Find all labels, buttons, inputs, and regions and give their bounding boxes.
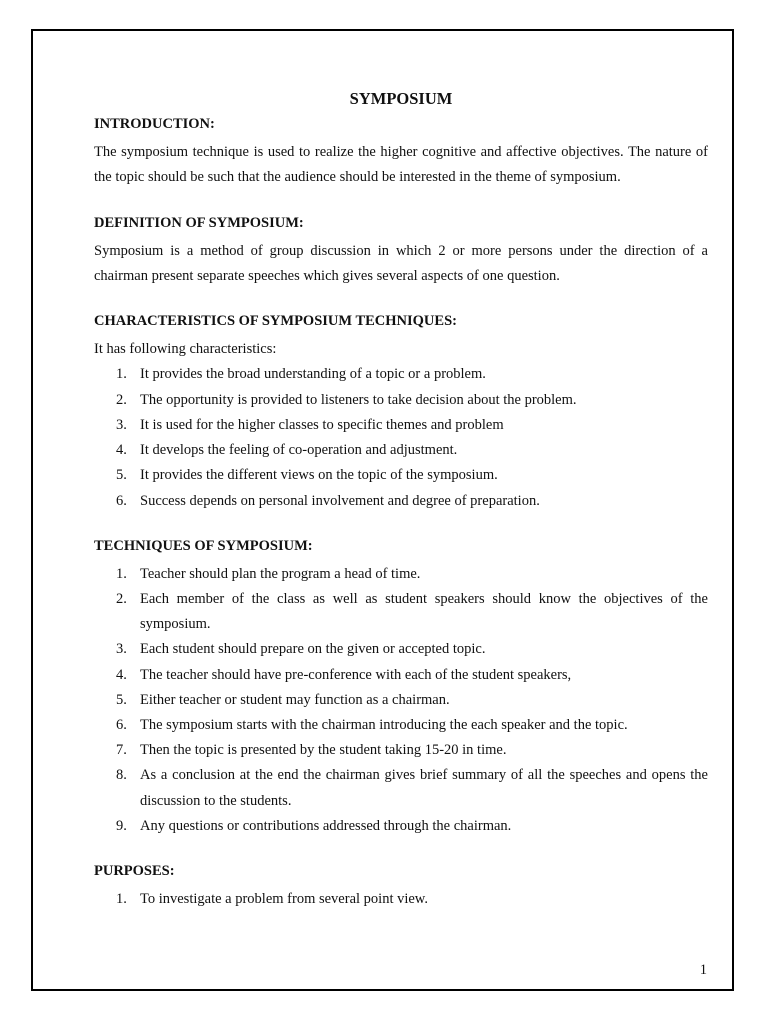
list-item-text: The opportunity is provided to listeners to take decision about the problem. xyxy=(140,391,577,408)
techniques-list xyxy=(94,562,708,839)
definition-heading: DEFINITION OF SYMPOSIUM: xyxy=(94,214,304,231)
list-item-text: It develops the feeling of co-operation and adjustment. xyxy=(140,442,458,459)
list-item xyxy=(94,362,708,387)
list-item-text: Each student should prepare on the given or accepted topic. xyxy=(140,641,486,658)
list-item xyxy=(94,413,708,438)
list-item-number: 4. xyxy=(116,666,127,683)
list-item-number: 3. xyxy=(116,416,127,433)
list-item-text: To investigate a problem from several point view. xyxy=(140,890,428,907)
list-item-text: The teacher should have pre-conference with each of the student speakers, xyxy=(140,666,572,683)
section-spacer xyxy=(94,514,708,537)
list-item-number: 6. xyxy=(116,492,127,509)
section-spacer xyxy=(94,191,708,214)
section-spacer xyxy=(94,839,708,862)
list-item-number: 8. xyxy=(116,767,127,784)
list-item-text: It is used for the higher classes to specific themes and problem xyxy=(140,416,504,433)
list-item xyxy=(94,438,708,463)
list-item-number: 5. xyxy=(116,467,127,484)
list-item-text: The symposium starts with the chairman introducing the each speaker and the topic. xyxy=(140,716,628,733)
list-item-number: 7. xyxy=(116,742,127,759)
characteristics-list xyxy=(94,362,708,513)
list-item-number: 1. xyxy=(116,890,127,907)
list-item xyxy=(94,587,708,637)
list-item xyxy=(94,713,708,738)
list-item xyxy=(94,489,708,514)
list-item-text: Either teacher or student may function as a chairman. xyxy=(140,691,450,708)
list-item-text: Then the topic is presented by the student taking 15-20 in time. xyxy=(140,742,507,759)
list-item-text: It provides the different views on the topic of the symposium. xyxy=(140,467,498,484)
list-item xyxy=(94,388,708,413)
characteristics-heading: CHARACTERISTICS OF SYMPOSIUM TECHNIQUES: xyxy=(94,313,457,330)
document-title: SYMPOSIUM xyxy=(349,89,453,108)
list-item xyxy=(94,562,708,587)
introduction-heading: INTRODUCTION: xyxy=(94,116,215,132)
list-item xyxy=(94,463,708,488)
list-item xyxy=(94,738,708,763)
purposes-heading: PURPOSES: xyxy=(94,862,175,879)
list-item-text: Success depends on personal involvement and degree of preparation. xyxy=(140,492,540,509)
page-content xyxy=(94,88,708,912)
list-item-number: 2. xyxy=(116,590,127,607)
techniques-heading: TECHNIQUES OF SYMPOSIUM: xyxy=(94,537,313,554)
list-item-number: 4. xyxy=(116,442,127,459)
list-item xyxy=(94,688,708,713)
introduction-paragraph: The symposium technique is used to realize the higher cognitive and affective objectives. The nature of the topic should be such that the audience should be interested in the theme of symposium. xyxy=(94,144,708,186)
list-item-text: Each member of the class as well as student speakers should know the objectives of the symposium. xyxy=(140,590,708,633)
list-item-text: Teacher should plan the program a head of time. xyxy=(140,565,421,582)
list-item-number: 1. xyxy=(116,565,127,582)
list-item-number: 5. xyxy=(116,691,127,708)
list-item-number: 6. xyxy=(116,716,127,733)
list-item xyxy=(94,663,708,688)
list-item-text: It provides the broad understanding of a topic or a problem. xyxy=(140,366,486,383)
list-item-number: 2. xyxy=(116,391,127,408)
document-page xyxy=(31,29,734,991)
list-item-text: As a conclusion at the end the chairman gives brief summary of all the speeches and opens the discussion to the students. xyxy=(140,767,708,809)
purposes-list xyxy=(94,887,708,912)
list-item-number: 9. xyxy=(116,817,127,834)
list-item xyxy=(94,763,708,813)
definition-paragraph: Symposium is a method of group discussion in which 2 or more persons under the direction of a chairman present separate speeches which gives several aspects of one question. xyxy=(94,242,708,284)
list-item xyxy=(94,814,708,839)
list-item-number: 3. xyxy=(116,641,127,658)
characteristics-intro: It has following characteristics: xyxy=(94,341,277,358)
list-item xyxy=(94,887,708,912)
list-item xyxy=(94,637,708,662)
page-number: 1 xyxy=(699,962,707,978)
list-item-text: Any questions or contributions addressed through the chairman. xyxy=(140,817,512,834)
list-item-number: 1. xyxy=(116,366,127,383)
section-spacer xyxy=(94,289,708,312)
